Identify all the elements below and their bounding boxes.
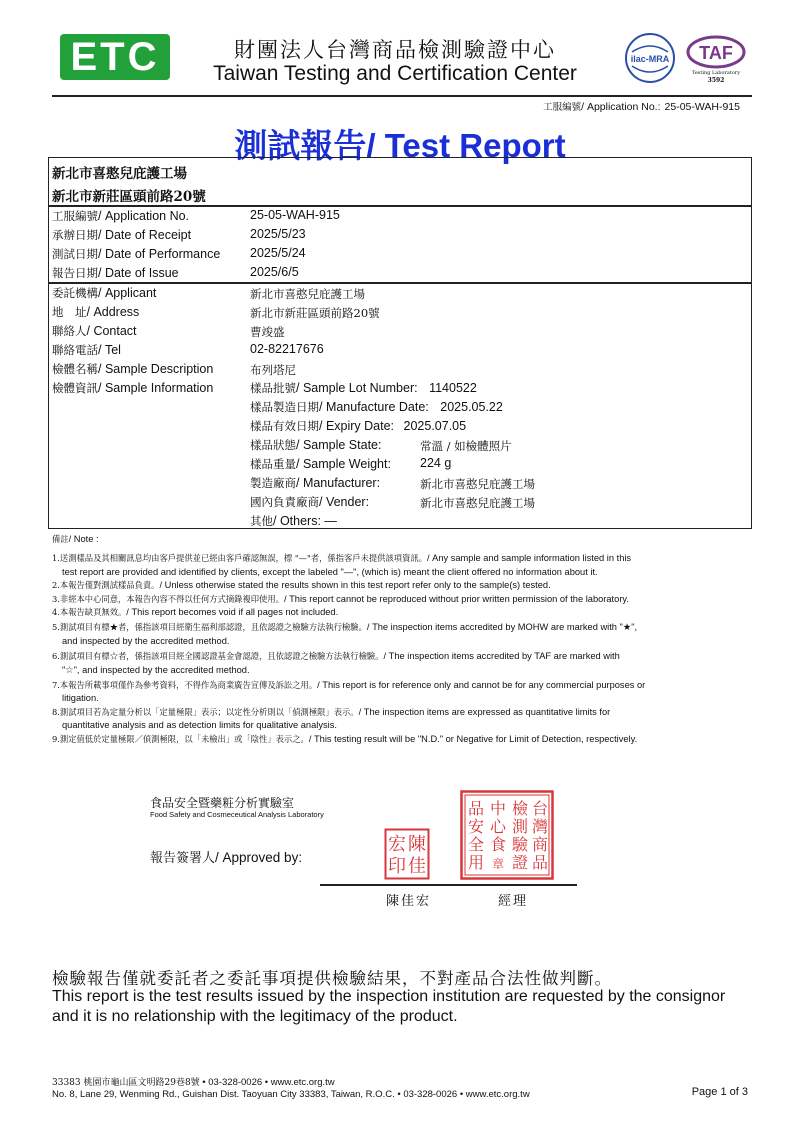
taf-number: 3592 xyxy=(707,77,725,84)
row-label-zh: 地 址 xyxy=(52,305,87,319)
note-zh: 9.測定值低於定量極限／偵測極限，以「未檢出」或「陰性」表示之。 xyxy=(52,733,309,744)
note-continuation: and inspected by the accredited method. xyxy=(62,635,230,646)
seal-char: 陳 xyxy=(408,834,426,855)
label-en: / Vender: xyxy=(319,495,370,509)
app-no-value: 25-05-WAH-915 xyxy=(664,101,740,113)
seal-char: 驗 xyxy=(511,835,529,854)
label-zh: 國內負責廠商 xyxy=(250,495,319,509)
manufacture-date-value: 2025.05.22 xyxy=(440,400,503,414)
contact-value: 曹竣盛 xyxy=(250,325,285,339)
row-sample-description xyxy=(52,361,213,377)
sample-weight-value: 224 g xyxy=(420,456,452,470)
approved-en: / Approved by: xyxy=(215,850,303,865)
org-name-zh: 財團法人台灣商品檢測驗證中心 xyxy=(234,38,556,62)
note-zh: 7.本報告所載事項僅作為參考資料，不得作為商業廣告宣傳及訴訟之用。 xyxy=(52,680,318,691)
row-date-performance xyxy=(52,246,220,262)
company-seal xyxy=(460,790,554,880)
note-en: / Unless otherwise stated the results shown in this test report refer only to the sample(s) tested. xyxy=(159,580,551,591)
seal-char: 台 xyxy=(531,799,549,818)
vender-value: 新北市喜憨兒庇護工場 xyxy=(420,496,535,510)
seal-char: 商 xyxy=(531,835,549,854)
approved-by-label xyxy=(150,847,302,866)
label-en: / Others: xyxy=(273,514,321,528)
date-issue-value: 2025/6/5 xyxy=(250,265,299,279)
label-zh: 樣品重量 xyxy=(250,457,296,471)
expiry-date-value: 2025.07.05 xyxy=(403,419,467,433)
ilac-mra-logo xyxy=(624,32,676,84)
note-en: / This report cannot be reproduced without prior written permission of the laboratory. xyxy=(283,593,629,604)
row-label-zh: 聯絡人 xyxy=(52,324,87,338)
note-en: / This report becomes void if all pages not included. xyxy=(126,607,339,618)
label-zh: 製造廠商 xyxy=(250,476,296,490)
seal-char: 用 xyxy=(467,853,485,872)
signature-line xyxy=(320,884,577,886)
note-zh: 4.本報告缺頁無效。 xyxy=(52,607,127,618)
label-en: / Expiry Date: xyxy=(319,419,395,433)
note-continuation: test report are provided and identified by clients, except the labeled "—", (which is) meant the client offered no information about it. xyxy=(62,566,598,577)
client-address: 新北市新莊區頭前路20號 xyxy=(52,189,206,205)
etc-logo: ETC xyxy=(60,34,170,80)
row-label-en: / Contact xyxy=(86,324,137,338)
sample-state-label xyxy=(250,437,381,453)
note-item xyxy=(52,593,752,606)
row-date-receipt xyxy=(52,227,191,243)
row-label-en: / Address xyxy=(86,305,140,319)
row-contact xyxy=(52,323,137,339)
row-label-zh: 聯絡電話 xyxy=(52,343,98,357)
sample-state-value: 常溫 / 如檢體照片 xyxy=(420,439,512,453)
note-en: / The inspection items accredited by TAF are marked with xyxy=(383,651,620,662)
sample-lot-value: 1140522 xyxy=(429,381,477,395)
address-value: 新北市新莊區頭前路20號 xyxy=(250,306,380,320)
seal-char: 佳 xyxy=(408,856,426,877)
seal-char: 全 xyxy=(467,835,485,854)
manufacturer-label xyxy=(250,475,380,491)
row-label-en: / Date of Issue xyxy=(98,266,179,280)
label-zh: 樣品狀態 xyxy=(250,438,296,452)
seal-char: 印 xyxy=(388,856,406,877)
row-label-en: / Sample Information xyxy=(98,381,214,395)
row-label-en: / Tel xyxy=(98,343,121,357)
label-zh: 其他 xyxy=(250,514,273,528)
sample-description-value: 布列塔尼 xyxy=(250,363,296,377)
note-item xyxy=(52,679,752,692)
seal-char: 心 xyxy=(489,817,507,836)
row-label-en: / Date of Performance xyxy=(98,247,221,261)
row-label-en: / Applicant xyxy=(98,286,157,300)
notes-heading-en: / Note : xyxy=(68,534,99,544)
seal-char: 檢 xyxy=(511,799,529,818)
seal-char: 灣 xyxy=(531,817,549,836)
row-label-zh: 工服編號 xyxy=(52,209,98,223)
app-label-en: / Application No.: xyxy=(581,101,661,113)
row-label-en: / Date of Receipt xyxy=(98,228,192,242)
manufacture-date-label xyxy=(250,399,503,415)
seal-char: 品 xyxy=(531,853,549,872)
row-date-issue xyxy=(52,265,179,281)
seal-char: 食 xyxy=(489,835,507,854)
notes-heading xyxy=(52,533,752,546)
row-sample-information xyxy=(52,380,213,396)
row-label-zh: 測試日期 xyxy=(52,247,98,261)
taf-sub: Testing Laboratory xyxy=(691,70,741,76)
row-label-en: / Application No. xyxy=(98,209,190,223)
footer-address-zh-text: 33383 桃園市龜山區文明路29巷8號 xyxy=(52,1078,200,1088)
note-zh: 6.測試項目有標☆者，係指該項目經全國認證基金會認證，且依認證之檢驗方法執行檢驗。 xyxy=(52,651,384,662)
seal-char: 中 xyxy=(489,799,507,818)
note-continuation: litigation. xyxy=(62,693,99,704)
note-item xyxy=(52,621,752,634)
date-performance-value: 2025/5/24 xyxy=(250,246,306,260)
page-number: Page 1 of 3 xyxy=(691,1086,748,1098)
seal-char: 測 xyxy=(511,817,529,836)
app-label-zh: 工服編號 xyxy=(543,102,582,113)
row-label-zh: 承辦日期 xyxy=(52,228,98,242)
lab-name-zh: 食品安全暨藥粧分析實驗室 xyxy=(150,796,295,810)
taf-text xyxy=(684,70,748,84)
label-en: / Sample Lot Number: xyxy=(296,381,418,395)
footer-contact: • 03-328-0026 • www.etc.org.tw xyxy=(199,1077,335,1088)
seal-char: 品 xyxy=(467,799,485,818)
label-en: / Manufacturer: xyxy=(296,476,381,490)
approved-zh: 報告簽署人 xyxy=(150,851,216,866)
label-zh: 樣品批號 xyxy=(250,381,296,395)
header-application-no xyxy=(543,99,740,113)
page-title: 測試報告/ Test Report xyxy=(234,127,566,164)
row-label-zh: 檢體名稱 xyxy=(52,362,98,376)
label-zh: 樣品製造日期 xyxy=(250,400,319,414)
box-divider-2 xyxy=(48,282,752,284)
row-label-en: / Sample Description xyxy=(98,362,214,376)
manufacturer-value: 新北市喜憨兒庇護工場 xyxy=(420,477,535,491)
note-continuation: "☆", and inspected by the accredited method. xyxy=(62,664,250,675)
sample-weight-label xyxy=(250,456,391,472)
note-en: / The inspection items accredited by MOHW are marked with "★", xyxy=(366,622,638,633)
note-zh: 1.送測樣品及其相關訊息均由客戶提供並已經由客戶確認無誤，標 "—"者，係指客戶未提供該項資訊。 xyxy=(52,553,427,564)
tel-value: 02-82217676 xyxy=(250,342,324,356)
date-receipt-value: 2025/5/23 xyxy=(250,227,306,241)
box-divider-1 xyxy=(48,205,752,207)
expiry-date-label xyxy=(250,418,466,434)
signer-title: 經理 xyxy=(498,894,529,909)
label-en: / Sample State: xyxy=(296,438,382,452)
signer-seal xyxy=(384,828,430,880)
note-item xyxy=(52,706,752,719)
seal-char: 安 xyxy=(467,817,485,836)
label-en: / Sample Weight: xyxy=(296,457,391,471)
label-zh: 樣品有效日期 xyxy=(250,419,319,433)
note-item xyxy=(52,606,752,619)
others-value: — xyxy=(324,514,337,528)
row-applicant xyxy=(52,285,156,301)
note-item xyxy=(52,552,752,565)
note-item xyxy=(52,650,752,663)
row-address xyxy=(52,304,139,320)
footer-address-en: No. 8, Lane 29, Wenming Rd., Guishan Dist. Taoyuan City 33383, Taiwan, R.O.C. • 03-328-0026 • www.etc.org.tw xyxy=(52,1089,530,1100)
row-label-zh: 檢體資訊 xyxy=(52,381,98,395)
row-tel xyxy=(52,342,121,358)
footer-address-zh xyxy=(52,1075,335,1088)
notes-heading-zh: 備註 xyxy=(52,534,69,544)
lab-name-en: Food Safety and Cosmeceutical Analysis Laboratory xyxy=(150,810,324,819)
ilac-label: ilac-MRA xyxy=(630,54,670,64)
note-item xyxy=(52,579,752,592)
disclaimer-en: This report is the test results issued by the inspection institution are requested by the consignor and it is no relationship with the legitimacy of the product. xyxy=(52,988,726,1025)
vender-label xyxy=(250,494,369,510)
note-en: / The inspection items are expressed as quantitative limits for xyxy=(358,706,611,717)
note-continuation: quantitative analysis and as detection limits for qualitative analysis. xyxy=(62,720,337,731)
application-no-value: 25-05-WAH-915 xyxy=(250,208,340,222)
seal-char: 證 xyxy=(511,853,529,872)
label-en: / Manufacture Date: xyxy=(319,400,429,414)
client-name: 新北市喜憨兒庇護工場 xyxy=(52,166,187,182)
note-zh: 5.測試項目有標★者，係指該項目經衛生福利部認證，且依認證之檢驗方法執行檢驗。 xyxy=(52,622,367,633)
taf-label: TAF xyxy=(699,43,733,63)
note-zh: 2.本報告僅對測試樣品負責。 xyxy=(52,580,160,591)
note-item xyxy=(52,733,752,746)
applicant-value: 新北市喜憨兒庇護工場 xyxy=(250,287,365,301)
others-label xyxy=(250,513,337,529)
note-zh: 8.測試項目若為定量分析以「定量極限」表示；以定性分析則以「偵測極限」表示。 xyxy=(52,706,359,717)
disclaimer-zh: 檢驗報告僅就委託者之委託事項提供檢驗結果，不對產品合法性做判斷。 xyxy=(52,969,612,988)
header-divider xyxy=(52,95,752,97)
notes-section xyxy=(52,533,752,746)
sample-lot-label xyxy=(250,380,477,396)
org-name-en: Taiwan Testing and Certification Center xyxy=(213,62,577,85)
note-en: / This testing result will be "N.D." or Negative for Limit of Detection, respectively. xyxy=(308,733,638,744)
seal-char: 章 xyxy=(491,857,505,871)
row-label-zh: 委託機構 xyxy=(52,286,98,300)
note-en: / Any sample and sample information listed in this xyxy=(426,553,632,564)
row-label-zh: 報告日期 xyxy=(52,266,98,280)
note-en: / This report is for reference only and cannot be for any commercial purposes or xyxy=(317,680,646,691)
seal-char: 宏 xyxy=(388,834,406,855)
row-application-no xyxy=(52,208,189,224)
signer-name: 陳佳宏 xyxy=(386,894,432,909)
note-zh: 3.非經本中心同意，本報告內容不得以任何方式摘錄複印使用。 xyxy=(52,593,284,604)
